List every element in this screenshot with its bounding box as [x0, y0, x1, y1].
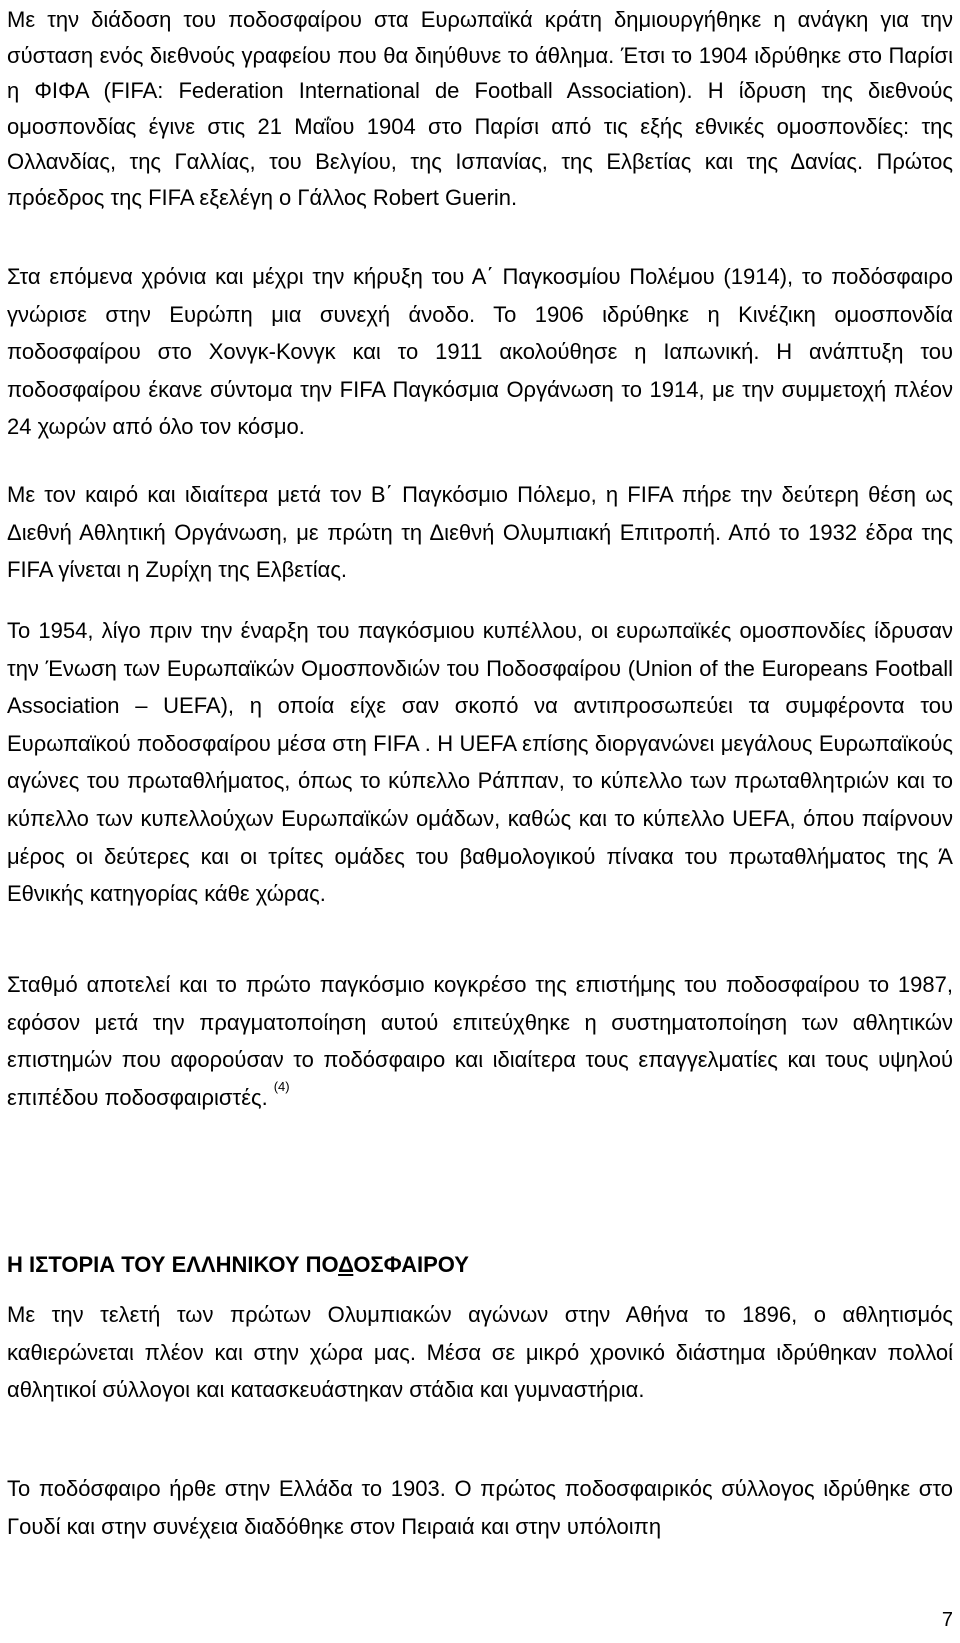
- page-number: 7: [941, 1609, 953, 1631]
- section-heading-part-2: ΟΣΦΑΙΡΟΥ: [353, 1252, 469, 1277]
- paragraph-olympics-1896: Με την τελετή των πρώτων Ολυμπιακών αγώνων στην Αθήνα το 1896, ο αθλητισμός καθιερώνεται πλέον και στην χώρα μας. Μέσα σε μικρό χρονικό διάστημα ιδρύθηκαν πολλοί αθλητικοί σύλλογοι και κατασκευάστηκαν στάδια και γυμναστήρια.: [7, 1302, 953, 1403]
- section-heading-part-1: Η ΙΣΤΟΡΙΑ ΤΟΥ ΕΛΛΗΝΙΚΟΥ ΠΟ: [7, 1252, 339, 1277]
- section-heading-greek-football-history: [7, 1250, 469, 1280]
- paragraph-pre-ww1-growth: Στα επόμενα χρόνια και μέχρι την κήρυξη του Α΄ Παγκοσμίου Πολέμου (1914), το ποδόσφαιρο γνώρισε στην Ευρώπη μια συνεχή άνοδο. Το 1906 ιδρύθηκε η Κινέζικη ομοσπονδία ποδοσφαίρου στο Χονγκ-Κονγκ και το 1911 ακολούθησε η Ιαπωνική. Η ανάπτυξη του ποδοσφαίρου έκανε σύντομα την FIFA Παγκόσμια Οργάνωση το 1914, με την συμμετοχή πλέον 24 χωρών από όλο τον κόσμο.: [7, 264, 953, 440]
- paragraph-fifa-founding: Με την διάδοση του ποδοσφαίρου στα Ευρωπαϊκά κράτη δημιουργήθηκε η ανάγκη για την σύσταση ενός διεθνούς γραφείου που θα διηύθυνε το άθλημα. Έτσι το 1904 ιδρύθηκε στο Παρίσι η ΦΙΦΑ (FIFA: Federation International de Football Association). Η ίδρυση της διεθνούς ομοσπονδίας έγινε στις 21 Μαΐου 1904 στο Παρίσι από τις εξής εθνικές ομοσπονδίες: της Ολλανδίας, της Γαλλίας, του Βελγίου, της Ισπανίας, της Ελβετίας και της Δανίας. Πρώτος πρόεδρος της FIFA εξελέγη ο Γάλλος Robert Guerin.: [7, 7, 953, 210]
- paragraph-post-ww2: Με τον καιρό και ιδιαίτερα μετά τον Β΄ Παγκόσμιο Πόλεμο, η FIFA πήρε την δεύτερη θέση ως Διεθνή Αθλητική Οργάνωση, με πρώτη τη Διεθνή Ολυμπιακή Επιτροπή. Από το 1932 έδρα της FIFA γίνεται η Ζυρίχη της Ελβετίας.: [7, 482, 953, 583]
- paragraph-football-arrival-1903: Το ποδόσφαιρο ήρθε στην Ελλάδα το 1903. Ο πρώτος ποδοσφαιρικός σύλλογος ιδρύθηκε στο Γουδί και στην συνέχεια διαδόθηκε στον Πειραιά και στην υπόλοιπη: [7, 1476, 953, 1539]
- paragraph-science-congress-text: Σταθμό αποτελεί και το πρώτο παγκόσμιο κογκρέσο της επιστήμης του ποδοσφαίρου το 1987, εφόσον μετά την πραγματοποίηση αυτού επιτεύχθηκε η συστηματοποίηση των αθλητικών επιστημών που αφορούσαν το ποδόσφαιρο και ιδιαίτερα τους επαγγελματίες και τους υψηλού επιπέδου ποδοσφαιριστές.: [7, 972, 953, 1110]
- footnote-reference: (4): [273, 1078, 290, 1094]
- paragraph-uefa: Το 1954, λίγο πριν την έναρξη του παγκόσμιου κυπέλλου, οι ευρωπαϊκές ομοσπονδίες ίδρυσαν την Ένωση των Ευρωπαϊκών Ομοσπονδιών του Ποδοσφαίρου (Union of the Europeans Football Association – UEFA), η οποία είχε σαν σκοπό να αντιπροσωπεύει τα συμφέροντα του Ευρωπαϊκού ποδοσφαίρου μέσα στη FIFA . Η UEFA επίσης διοργανώνει μεγάλους Ευρωπαϊκούς αγώνες του πρωταθλήματος, όπως το κύπελλο Ράππαν, το κύπελλο των πρωταθλητριών και το κύπελλο των κυπελλούχων Ευρωπαϊκών ομάδων, καθώς και το κύπελλο UEFA, όπου παίρνουν μέρος οι δεύτερες και οι τρίτες ομάδες του βαθμολογικού πίνακα του πρωταθλήματος της Ά Εθνικής κατηγορίας κάθε χώρας.: [7, 618, 953, 907]
- section-heading-underlined-letter: Δ: [338, 1252, 354, 1277]
- paragraph-science-congress: [7, 966, 953, 1116]
